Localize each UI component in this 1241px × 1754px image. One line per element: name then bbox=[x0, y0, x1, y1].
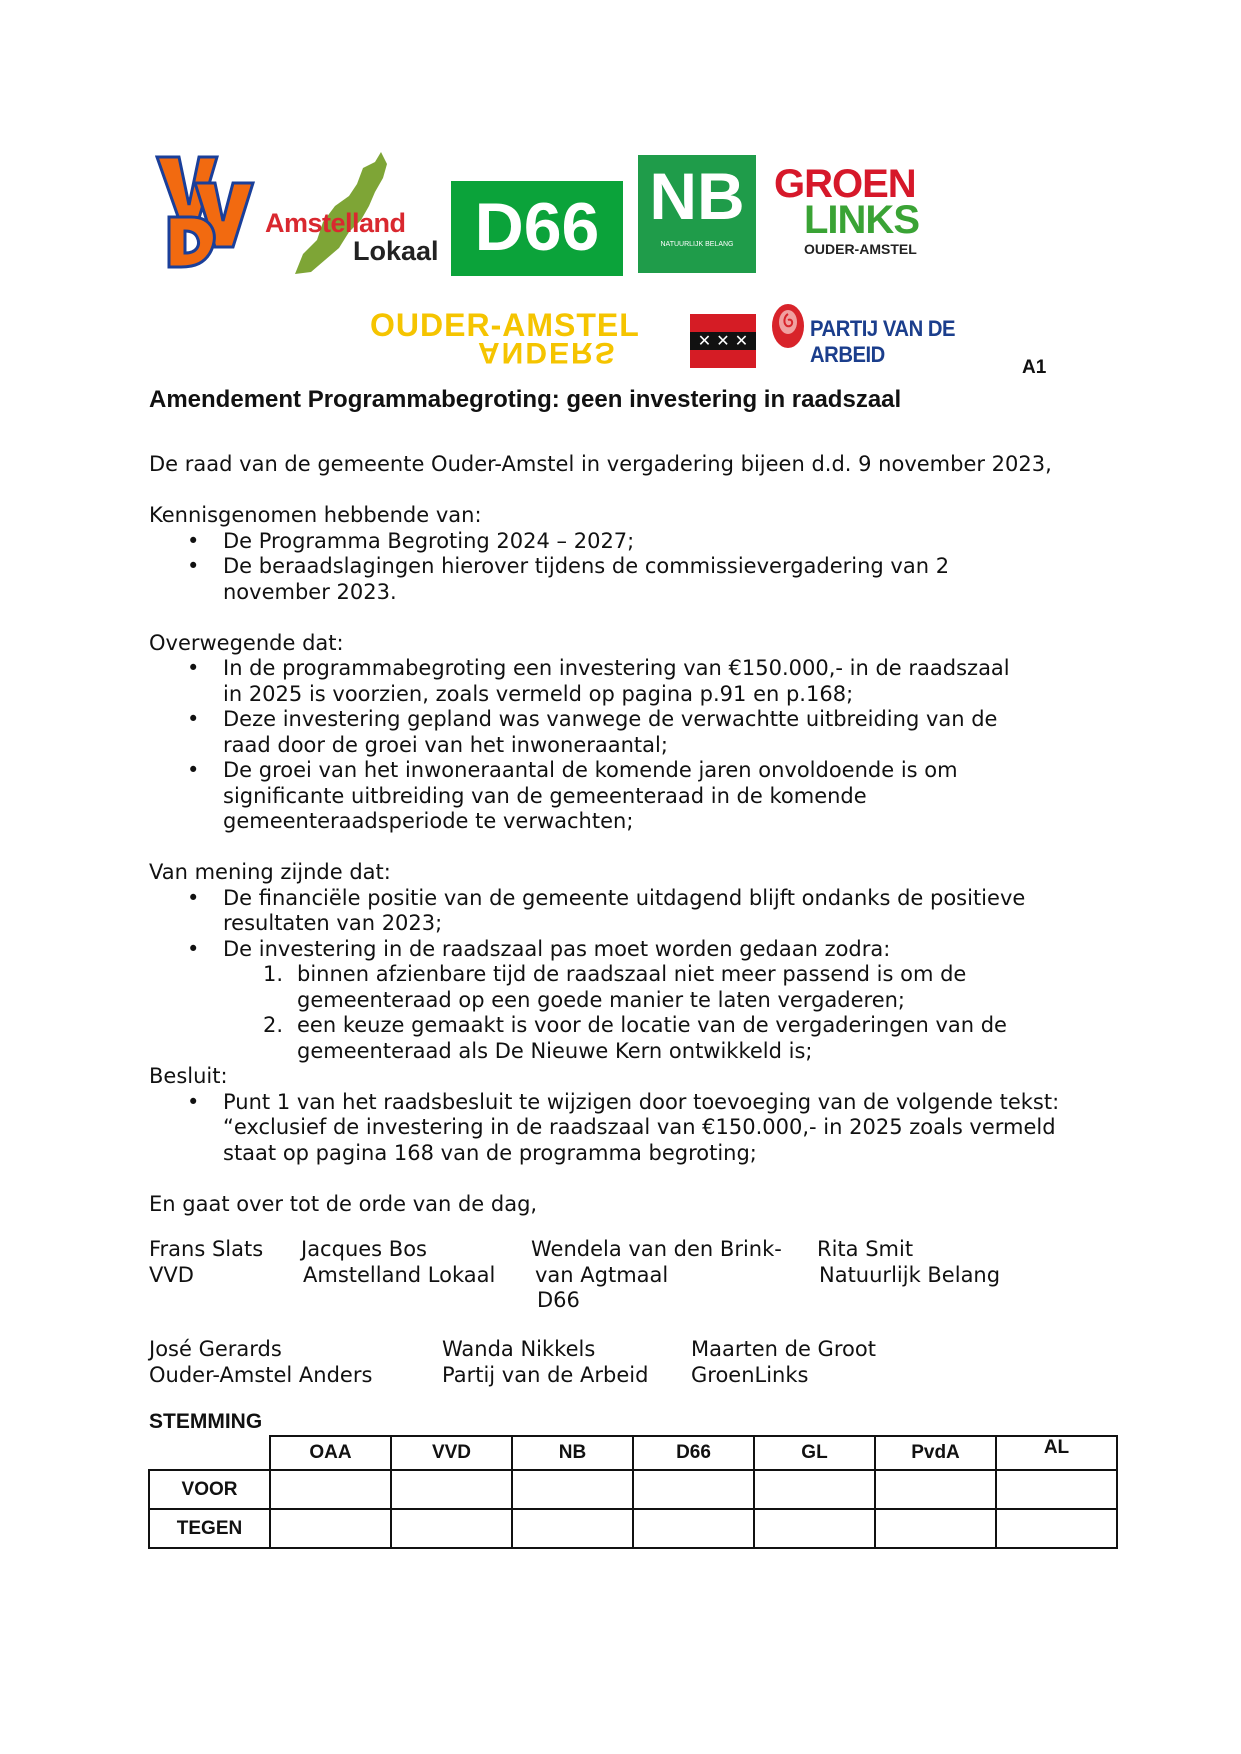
signatory bbox=[301, 1237, 495, 1288]
item-number: 2. bbox=[263, 1013, 284, 1037]
stemming-table bbox=[148, 1435, 1118, 1549]
vote-cell[interactable] bbox=[633, 1470, 754, 1509]
list-item: • De Programma Begroting 2024 – 2027; bbox=[149, 529, 1069, 555]
table-row-header: VOOR bbox=[149, 1470, 270, 1509]
document-title: Amendement Programmabegroting: geen investering in raadszaal bbox=[149, 386, 902, 413]
signatory-party: Partij van de Arbeid bbox=[442, 1362, 649, 1387]
table-column-header: D66 bbox=[633, 1436, 754, 1470]
signatory bbox=[442, 1337, 648, 1388]
rose-icon bbox=[770, 300, 806, 360]
vote-cell[interactable] bbox=[270, 1509, 391, 1548]
groenlinks-text-line2: LINKS bbox=[804, 198, 919, 242]
vote-cell[interactable] bbox=[633, 1509, 754, 1548]
list-item: • In de programmabegroting een investering van €150.000,- in de raadszaal in 2025 is voorzien, zoals vermeld op pagina p.91 en p.168; bbox=[149, 656, 1031, 707]
amstelland-text-line1: Amstelland bbox=[265, 208, 406, 238]
vote-cell[interactable] bbox=[391, 1509, 512, 1548]
signatory-name: Frans Slats bbox=[149, 1237, 264, 1261]
section-van-mening-heading: Van mening zijnde dat: bbox=[149, 860, 391, 884]
signatory bbox=[149, 1337, 372, 1388]
section-kennisgenomen-list bbox=[149, 529, 1069, 606]
oaa-flag-icon bbox=[690, 314, 756, 368]
vote-cell[interactable] bbox=[996, 1509, 1117, 1548]
table-corner-cell bbox=[149, 1436, 270, 1470]
item-text: binnen afzienbare tijd de raadszaal niet meer passend is om de gemeenteraad op een goede manier te laten vergaderen; bbox=[297, 962, 967, 1012]
pvda-logo bbox=[770, 300, 1015, 367]
table-column-header: VVD bbox=[391, 1436, 512, 1470]
signatory bbox=[817, 1237, 1000, 1288]
vvd-logo bbox=[155, 155, 255, 270]
signatory-name: Rita Smit bbox=[817, 1237, 914, 1261]
document-code: A1 bbox=[1022, 357, 1047, 378]
nb-logo-subtext: NATUURLIJK BELANG bbox=[660, 241, 734, 248]
signatory-name: Wendela van den Brink- bbox=[531, 1237, 782, 1261]
section-kennisgenomen-heading: Kennisgenomen hebbende van: bbox=[149, 503, 482, 527]
stemming-heading: STEMMING bbox=[149, 1410, 263, 1433]
signatory-party: Amstelland Lokaal bbox=[303, 1262, 496, 1287]
pvda-logo-text: PARTIJ VAN DE ARBEID bbox=[810, 316, 956, 367]
oaa-text-line2: ANDERS bbox=[478, 336, 617, 369]
signatory bbox=[691, 1337, 876, 1388]
list-item: • Punt 1 van het raadsbesluit te wijzigen door toevoeging van de volgende tekst: “exclusief de investering in de raadszaal van €150.000,- in 2025 zoals vermeld staat op pagina 168 van de programma begroting; bbox=[149, 1090, 1061, 1167]
vote-cell[interactable] bbox=[875, 1509, 996, 1548]
item-number: 1. bbox=[263, 962, 284, 986]
amstelland-text-line2: Lokaal bbox=[353, 236, 439, 266]
svg-text:✕ ✕ ✕: ✕ ✕ ✕ bbox=[697, 331, 749, 350]
signatory-name: Jacques Bos bbox=[301, 1237, 427, 1261]
signatory-party: D66 bbox=[537, 1288, 580, 1312]
signatory-name: Wanda Nikkels bbox=[442, 1337, 596, 1361]
section-van-mening-list bbox=[149, 886, 1099, 963]
vote-cell[interactable] bbox=[996, 1470, 1117, 1509]
intro-text: De raad van de gemeente Ouder-Amstel in vergadering bijeen d.d. 9 november 2023, bbox=[149, 452, 1052, 476]
table-column-header: GL bbox=[754, 1436, 875, 1470]
vote-cell[interactable] bbox=[875, 1470, 996, 1509]
document-body bbox=[149, 452, 1099, 1217]
list-item: • De beraadslagingen hierover tijdens de commissievergadering van 2 november 2023. bbox=[149, 554, 1023, 605]
vote-cell[interactable] bbox=[512, 1509, 633, 1548]
oaa-text-line1: OUDER-AMSTEL bbox=[370, 307, 640, 343]
closing-text: En gaat over tot de orde van de dag, bbox=[149, 1191, 538, 1216]
table-column-header: AL bbox=[996, 1436, 1117, 1470]
numbered-item bbox=[149, 1013, 1027, 1064]
vote-cell[interactable] bbox=[270, 1470, 391, 1509]
groenlinks-text-line1: GROEN bbox=[774, 162, 916, 206]
table-row bbox=[149, 1470, 1117, 1509]
groenlinks-logo bbox=[770, 162, 940, 260]
numbered-item bbox=[149, 962, 1027, 1013]
signatory-name-continued: van Agtmaal bbox=[535, 1262, 669, 1287]
section-besluit-list bbox=[149, 1090, 1099, 1167]
signatory bbox=[149, 1237, 263, 1288]
section-overwegende-heading: Overwegende dat: bbox=[149, 630, 344, 655]
table-row-header: TEGEN bbox=[149, 1509, 270, 1548]
natuurlijk-belang-logo bbox=[638, 155, 756, 273]
list-item: • Deze investering gepland was vanwege de verwachtte uitbreiding van de raad door de groei van het inwoneraantal; bbox=[149, 707, 1031, 758]
signatory-name: José Gerards bbox=[149, 1337, 282, 1361]
signatory-party: Ouder-Amstel Anders bbox=[149, 1362, 373, 1387]
d66-logo bbox=[451, 181, 623, 276]
d66-logo-text: D66 bbox=[474, 189, 600, 265]
signatory-name: Maarten de Groot bbox=[691, 1337, 876, 1361]
list-item: • De groei van het inwoneraantal de komende jaren onvoldoende is om significante uitbreiding van de gemeenteraad in de komende gemeenteraadsperiode te verwachten; bbox=[149, 758, 1083, 835]
amstelland-lokaal-logo bbox=[263, 148, 443, 278]
vote-cell[interactable] bbox=[754, 1470, 875, 1509]
section-van-mening-sublist bbox=[149, 962, 1099, 1064]
signatory-party: Natuurlijk Belang bbox=[819, 1262, 1001, 1287]
nb-logo-text: NB bbox=[649, 159, 745, 233]
ouder-amstel-anders-logo bbox=[368, 308, 758, 378]
signatory bbox=[531, 1237, 782, 1314]
signatory-party: GroenLinks bbox=[691, 1362, 809, 1387]
table-column-header: PvdA bbox=[875, 1436, 996, 1470]
groenlinks-subtext: OUDER-AMSTEL bbox=[804, 241, 917, 257]
item-text: een keuze gemaakt is voor de locatie van de vergaderingen van de gemeenteraad als De Nieuwe Kern ontwikkeld is; bbox=[297, 1013, 1007, 1063]
vote-cell[interactable] bbox=[512, 1470, 633, 1509]
vote-cell[interactable] bbox=[391, 1470, 512, 1509]
section-besluit-heading: Besluit: bbox=[149, 1064, 228, 1088]
signatory-party: VVD bbox=[149, 1262, 194, 1287]
table-header-row bbox=[149, 1436, 1117, 1470]
table-row bbox=[149, 1509, 1117, 1548]
list-item: • De investering in de raadszaal pas moet worden gedaan zodra: bbox=[149, 937, 1031, 963]
vote-cell[interactable] bbox=[754, 1509, 875, 1548]
table-column-header: OAA bbox=[270, 1436, 391, 1470]
section-overwegende-list bbox=[149, 656, 1099, 835]
list-item: • De financiële positie van de gemeente uitdagend blijft ondanks de positieve resultaten van 2023; bbox=[149, 886, 1031, 937]
table-column-header: NB bbox=[512, 1436, 633, 1470]
